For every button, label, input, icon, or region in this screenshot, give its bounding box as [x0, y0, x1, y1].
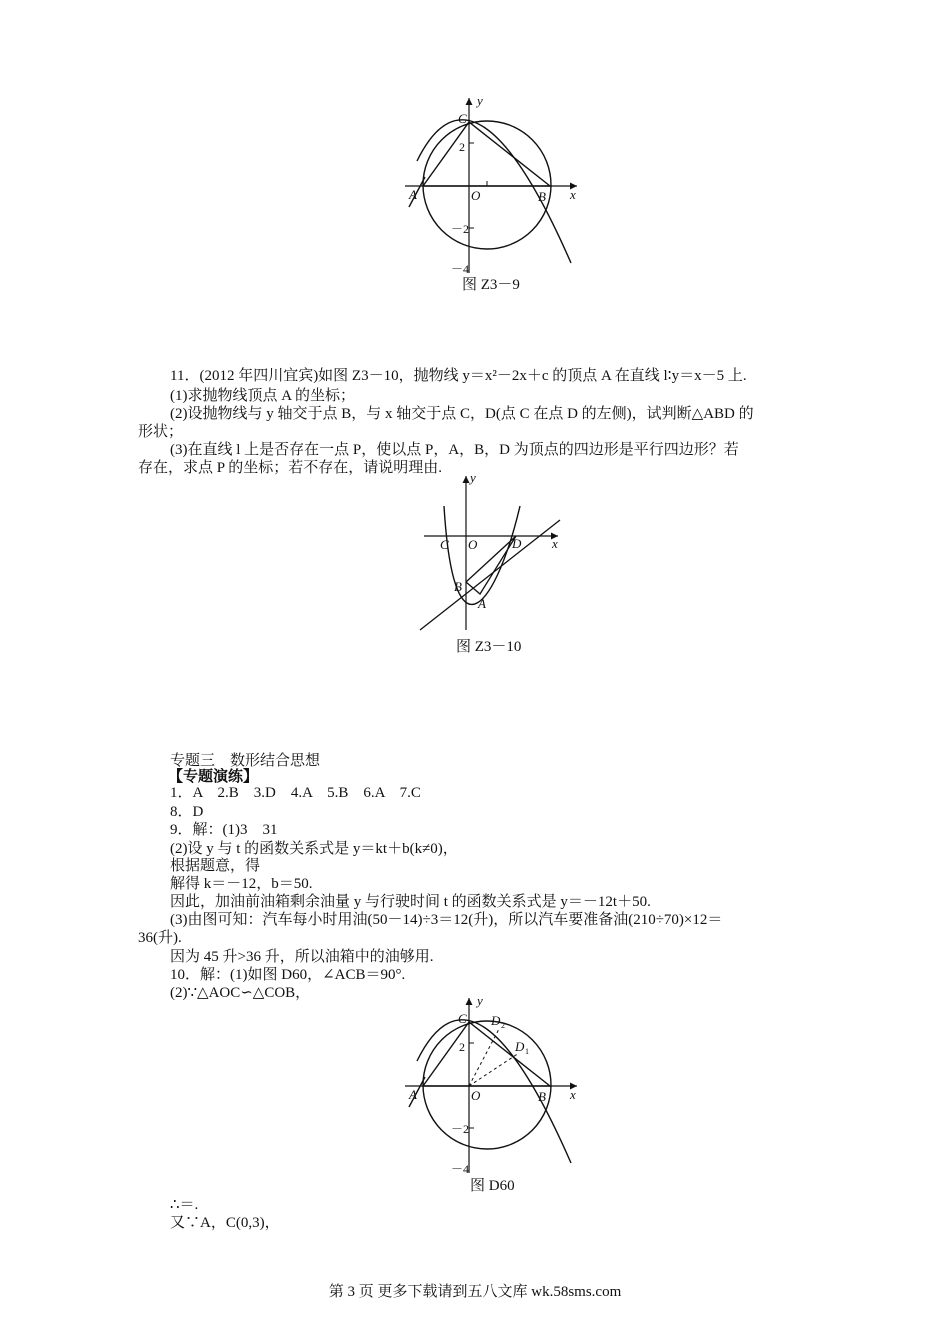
tail-line2: 又∵A，C(0,3)， — [170, 1215, 280, 1231]
label-c: C — [458, 111, 467, 126]
problem11-line1: 11．(2012 年四川宜宾)如图 Z3－10，抛物线 y＝x²－2x＋c 的顶点 A 在直线 l∶y＝x－5 上. — [170, 368, 747, 384]
figure-z3-9-caption: 图 Z3－9 — [462, 277, 520, 293]
label-a: A — [409, 1087, 417, 1102]
triangle-acb — [423, 1022, 550, 1086]
label-a: A — [409, 187, 417, 202]
answers-line10: 因为 45 升>36 升，所以油箱中的油够用. — [170, 949, 434, 965]
label-d1: D — [515, 1039, 525, 1054]
answers-line5: 根据题意，得 — [170, 858, 261, 874]
problem11-line6: 存在，求点 P 的坐标；若不存在，请说明理由. — [138, 460, 443, 476]
label-o: O — [471, 1088, 481, 1103]
label-c: C — [458, 1011, 467, 1026]
answers-line2: 8．D — [170, 804, 204, 820]
problem11-line3: (2)设抛物线与 y 轴交于点 B，与 x 轴交于点 C，D(点 C 在点 D 的左侧)，试判断△ABD 的 — [170, 406, 754, 422]
label-d1-sub: 1 — [525, 1047, 529, 1056]
dashed-od2 — [469, 1029, 499, 1086]
tick-label-2: 2 — [459, 1040, 465, 1054]
page-footer: 第 3 页 更多下载请到五八文库 wk.58sms.com — [328, 1284, 622, 1300]
label-y: y — [470, 470, 476, 485]
answers-line4: (2)设 y 与 t 的函数关系式是 y＝kt＋b(k≠0)， — [170, 841, 458, 857]
figure-d60 — [395, 995, 595, 1180]
answers-heading: 专题三 数形结合思想 — [170, 753, 321, 769]
answers-line12: (2)∵△AOC∽△COB， — [170, 985, 311, 1001]
label-y: y — [477, 93, 483, 108]
label-b: B — [454, 579, 462, 594]
label-o: O — [471, 188, 481, 203]
figure-z3-10 — [418, 470, 568, 640]
label-c: C — [440, 537, 449, 552]
label-b: B — [538, 189, 546, 204]
label-x: x — [570, 1087, 576, 1102]
label-a: A — [478, 596, 486, 611]
tick-label-m4: －4 — [451, 262, 470, 276]
answers-line3: 9．解：(1)3 31 — [170, 822, 278, 838]
label-x: x — [570, 187, 576, 202]
tick-label-m2: －2 — [451, 1122, 470, 1136]
dashed-od1 — [469, 1053, 519, 1086]
label-b: B — [538, 1089, 546, 1104]
answers-line11: 10．解：(1)如图 D60，∠ACB＝90°. — [170, 967, 406, 983]
tick-label-m4: －4 — [451, 1162, 470, 1176]
figure-d60-caption: 图 D60 — [470, 1178, 515, 1194]
answers-line9: 36(升). — [138, 930, 182, 946]
answers-section: 【专题演练】 — [168, 769, 259, 785]
label-d2-sub: 2 — [501, 1021, 505, 1030]
problem11-line2: (1)求抛物线顶点 A 的坐标； — [170, 388, 355, 404]
problem11-line4: 形状； — [138, 424, 184, 440]
tick-label-m2: －2 — [451, 222, 470, 236]
answers-line6: 解得 k＝－12，b＝50. — [170, 876, 313, 892]
tail-line1: ∴＝. — [170, 1197, 199, 1213]
label-o: O — [468, 537, 478, 552]
label-y: y — [477, 993, 483, 1008]
answers-line7: 因此，加油前油箱剩余油量 y 与行驶时间 t 的函数关系式是 y＝－12t＋50. — [170, 894, 651, 910]
answers-line8: (3)由图可知：汽车每小时用油(50－14)÷3＝12(升)，所以汽车要准备油(210÷70)×12＝ — [170, 912, 723, 928]
label-d: D — [512, 536, 522, 551]
problem11-line5: (3)在直线 l 上是否存在一点 P，使以点 P，A，B，D 为顶点的四边形是平行四边形？若 — [170, 442, 739, 458]
triangle-acb — [423, 122, 550, 186]
figure-z3-10-caption: 图 Z3－10 — [456, 639, 522, 655]
label-d2: D — [491, 1013, 501, 1028]
figure-z3-9 — [395, 95, 595, 280]
answers-line1: 1．A 2.B 3.D 4.A 5.B 6.A 7.C — [170, 785, 421, 801]
tick-label-2: 2 — [459, 140, 465, 154]
label-x: x — [552, 536, 558, 551]
